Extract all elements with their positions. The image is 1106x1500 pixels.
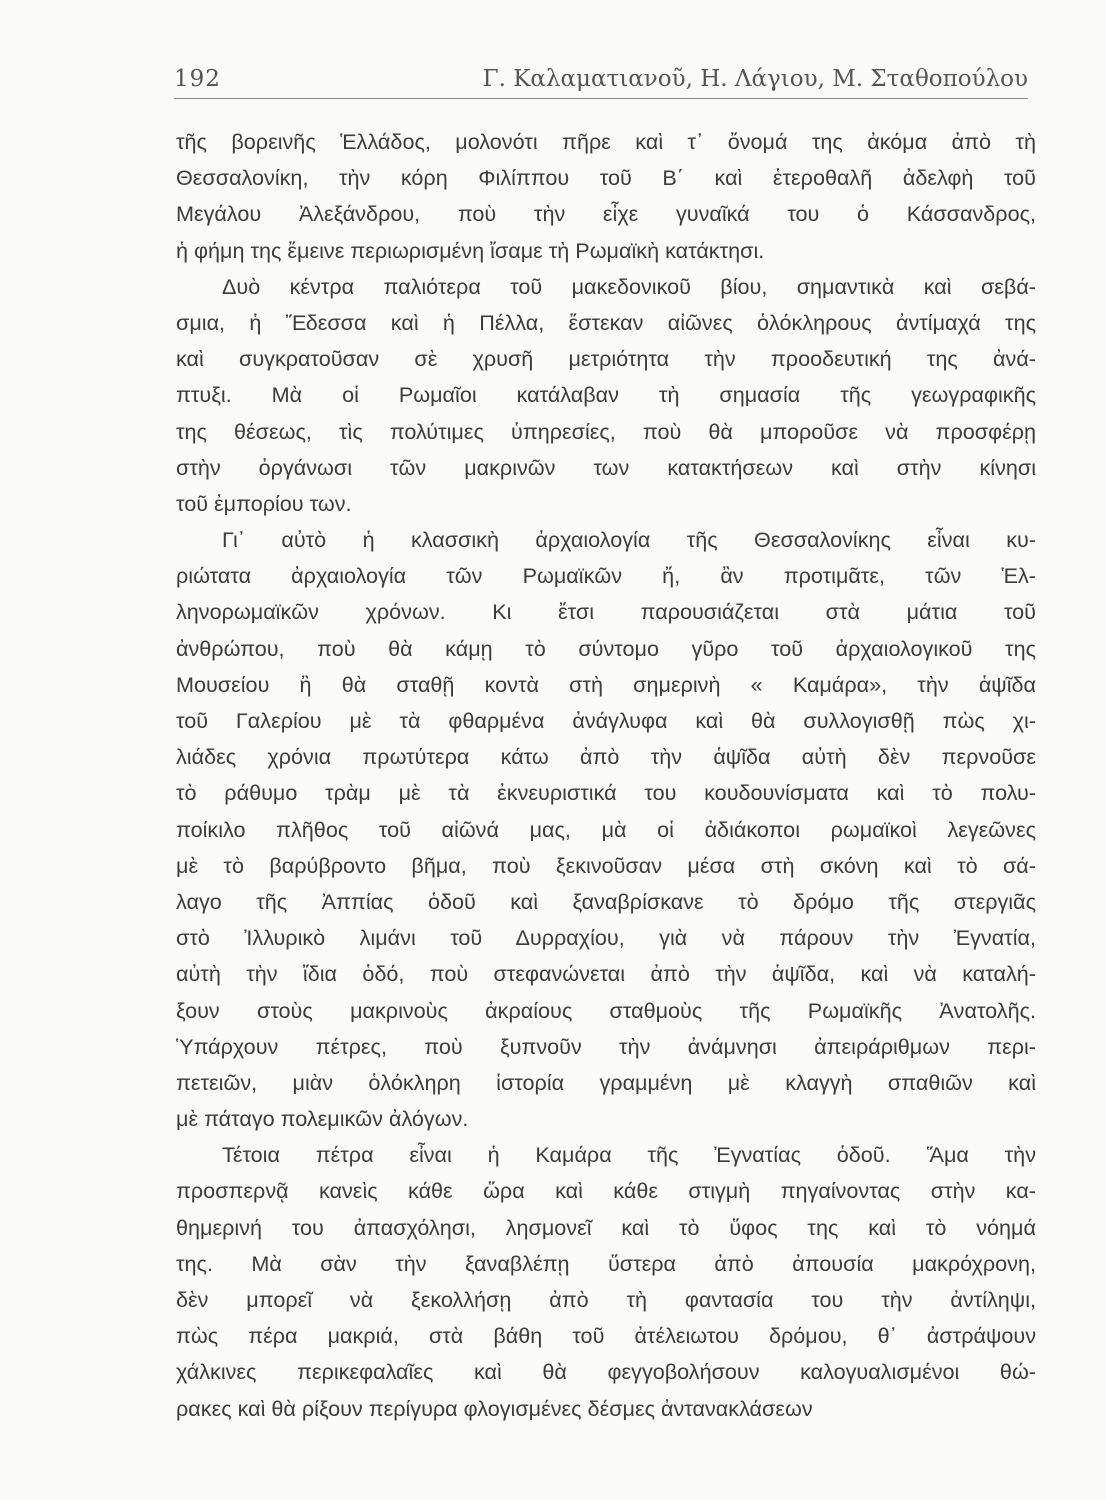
text-line: ριώτατα ἀρχαιολογία τῶν Ρωμαϊκῶν ἤ, ἂν προτιμᾶτε, τῶν Ἑλ- xyxy=(176,563,1036,589)
text-line: θημερινή του ἀπασχόλησι, λησμονεῖ καὶ τὸ ὕφος της καὶ τὸ νόημά xyxy=(176,1214,1036,1240)
text-line: τὸ ράθυμο τρὰμ μὲ τὰ ἐκνευριστικά του κουδουνίσματα καὶ τὸ πολυ- xyxy=(176,780,1036,806)
text-line: ρακες καὶ θὰ ρίξουν περίγυρα φλογισμένες δέσμες ἀντανακλάσεων xyxy=(176,1395,813,1421)
body-text xyxy=(176,124,1036,1427)
text-line: καὶ συγκρατοῦσαν σὲ χρυσῆ μετριότητα τὴν προοδευτική της ἀνά- xyxy=(176,346,1036,372)
text-line: Μεγάλου Ἀλεξάνδρου, ποὺ τὴν εἶχε γυναῖκά του ὁ Κάσσανδρος, xyxy=(176,201,1036,227)
paragraph xyxy=(176,522,1036,1137)
text-line: μὲ τὸ βαρύβροντο βῆμα, ποὺ ξεκινοῦσαν μέσα στὴ σκόνη καὶ τὸ σά- xyxy=(176,852,1036,878)
text-line: τοῦ Γαλερίου μὲ τὰ φθαρμένα ἀνάγλυφα καὶ θὰ συλλογισθῇ πὼς χι- xyxy=(176,708,1036,733)
text-line: αὐτὴ τὴν ἴδια ὁδό, ποὺ στεφανώνεται ἀπὸ τὴν ἁψῖδα, καὶ νὰ καταλή- xyxy=(176,961,1036,987)
text-line: στὴν ὀργάνωσι τῶν μακρινῶν των κατακτήσεων καὶ στὴν κίνησι xyxy=(176,454,1036,480)
text-line: Θεσσαλονίκη, τὴν κόρη Φιλίππου τοῦ Β΄ καὶ ἑτεροθαλῆ ἀδελφὴ τοῦ xyxy=(176,165,1036,191)
text-line: πὼς πέρα μακριά, στὰ βάθη τοῦ ἀτέλειωτου δρόμου, θ᾿ ἀστράψουν xyxy=(176,1323,1036,1349)
paragraph xyxy=(176,269,1036,522)
text-line: Ὑπάρχουν πέτρες, ποὺ ξυπνοῦν τὴν ἀνάμνησι ἀπειράριθμων περι- xyxy=(176,1033,1036,1059)
text-line: δὲν μπορεῖ νὰ ξεκολλήσῃ ἀπὸ τὴ φαντασία του τὴν ἀντίληψι, xyxy=(176,1287,1036,1312)
text-line: στὸ Ἰλλυρικὸ λιμάνι τοῦ Δυρραχίου, γιὰ νὰ πάρουν τὴν Ἐγνατία, xyxy=(176,925,1036,951)
paragraph xyxy=(176,124,1036,269)
text-line: Δυὸ κέντρα παλιότερα τοῦ μακεδονικοῦ βίου, σημαντικὰ καὶ σεβά- xyxy=(222,273,1036,299)
text-line: προσπερνᾷ κανεὶς κάθε ὥρα καὶ κάθε στιγμὴ πηγαίνοντας στὴν κα- xyxy=(176,1178,1036,1204)
text-line: Τέτοια πέτρα εἶναι ἡ Καμάρα τῆς Ἐγνατίας ὁδοῦ. Ἅμα τὴν xyxy=(222,1142,1036,1168)
text-line: τοῦ ἐμπορίου των. xyxy=(176,490,352,516)
text-line: πτυξι. Μὰ οἱ Ρωμαῖοι κατάλαβαν τὴ σημασία τῆς γεωγραφικῆς xyxy=(176,382,1036,408)
text-line: ληνορωμαϊκῶν χρόνων. Κι ἔτσι παρουσιάζεται στὰ μάτια τοῦ xyxy=(176,599,1036,625)
text-line: ξουν στοὺς μακρινοὺς ἀκραίους σταθμοὺς τῆς Ρωμαϊκῆς Ἀνατολῆς. xyxy=(176,997,1036,1023)
text-line: τῆς βορεινῆς Ἑλλάδος, μολονότι πῆρε καὶ τ᾿ ὄνομά της ἀκόμα ἀπὸ τὴ xyxy=(176,129,1036,154)
text-line: σμια, ἡ Ἔδεσσα καὶ ἡ Πέλλα, ἔστεκαν αἰῶνες ὁλόκληρους ἀντίμαχά της xyxy=(176,309,1036,335)
text-line: της. Μὰ σὰν τὴν ξαναβλέπῃ ὕστερα ἀπὸ ἀπουσία μακρόχρονη, xyxy=(176,1250,1036,1276)
text-line: Γι᾿ αὐτὸ ἡ κλασσικὴ ἀρχαιολογία τῆς Θεσσαλονίκης εἶναι κυ- xyxy=(222,527,1036,553)
page-header xyxy=(174,60,1028,99)
text-line: της θέσεως, τὶς πολύτιμες ὑπηρεσίες, ποὺ θὰ μποροῦσε νὰ προσφέρῃ xyxy=(176,418,1036,444)
text-line: ἡ φήμη της ἔμεινε περιωρισμένη ἴσαμε τὴ Ρωμαϊκὴ κατάκτησι. xyxy=(176,237,765,263)
text-line: Μουσείου ἢ θὰ σταθῇ κοντὰ στὴ σημερινὴ « Καμάρα», τὴν ἁψῖδα xyxy=(176,671,1036,697)
page-number: 192 xyxy=(174,66,221,92)
text-line: λιάδες χρόνια πρωτύτερα κάτω ἀπὸ τὴν ἁψῖδα αὐτὴ δὲν περνοῦσε xyxy=(176,744,1036,770)
text-line: λαγο τῆς Ἀππίας ὁδοῦ καὶ ξαναβρίσκανε τὸ δρόμο τῆς στεργιᾶς xyxy=(176,888,1036,914)
text-line: ποίκιλο πλῆθος τοῦ αἰῶνά μας, μὰ οἱ ἀδιάκοποι ρωμαϊκοὶ λεγεῶνες xyxy=(176,816,1036,842)
text-line: χάλκινες περικεφαλαῖες καὶ θὰ φεγγοβολήσουν καλογυαλισμένοι θώ- xyxy=(176,1359,1036,1385)
text-line: ἀνθρώπου, ποὺ θὰ κάμῃ τὸ σύντομο γῦρο τοῦ ἀρχαιολογικοῦ της xyxy=(176,635,1036,661)
text-line: μὲ πάταγο πολεμικῶν ἀλόγων. xyxy=(176,1106,469,1132)
paragraph xyxy=(176,1137,1036,1427)
text-line: πετειῶν, μιὰν ὁλόκληρη ἱστορία γραμμένη μὲ κλαγγὴ σπαθιῶν καὶ xyxy=(176,1069,1036,1095)
running-head: Γ. Καλαματιανοῦ, Η. Λάγιου, Μ. Σταθοπούλου xyxy=(482,66,1028,92)
